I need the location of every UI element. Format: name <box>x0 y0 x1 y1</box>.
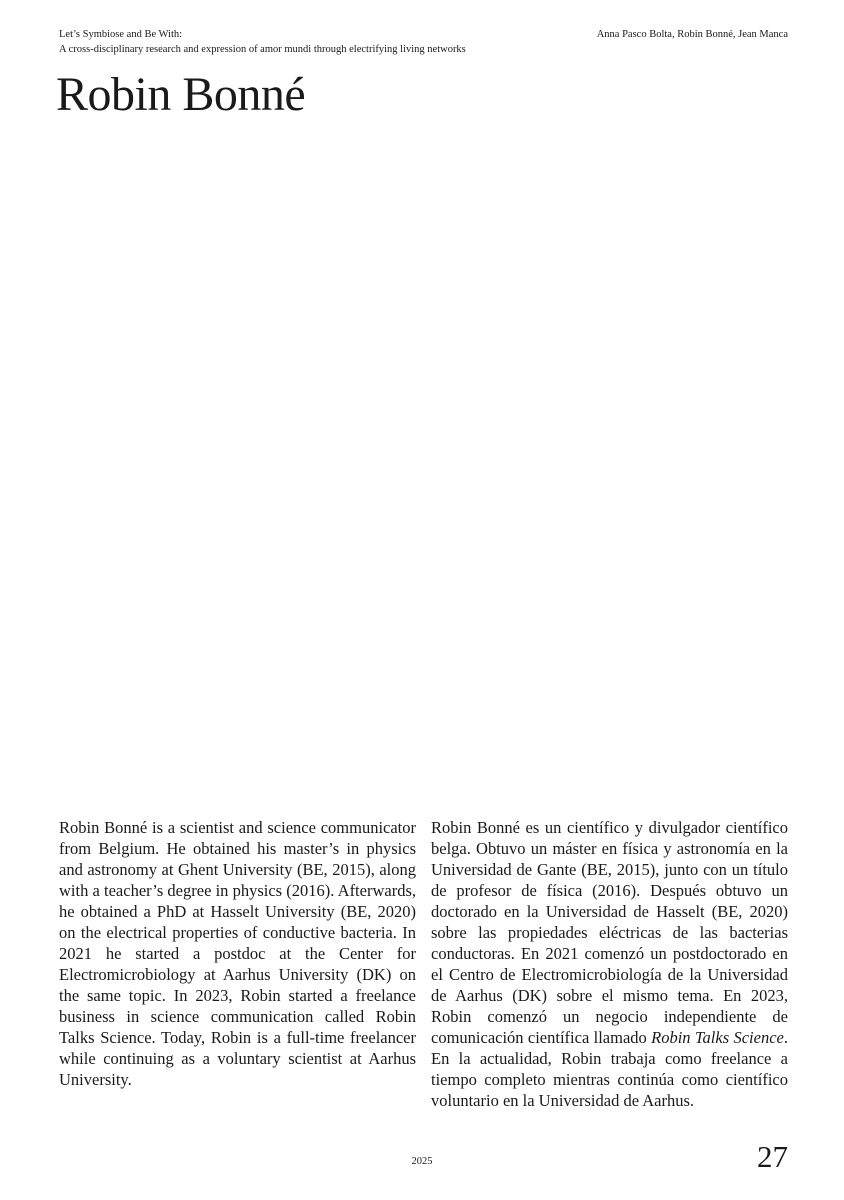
bio-paragraph-english: Robin Bonné is a scientist and science communicator from Belgium. He obtained his master’s in physics and astronomy at Ghent University (BE, 2015), along with a teacher’s degree in physics (2016). Afterwards, he obtained a PhD at Hasselt University (BE, 2020) on the electrical properties of conductive bacteria. In 2021 he started a postdoc at the Center for Electromicrobiology at Aarhus University (DK) on the same topic. In 2023, Robin started a freelance business in science communication called Robin Talks Science. Today, Robin is a full-time freelancer while continuing as a voluntary scientist at Aarhus University. <box>59 818 416 1089</box>
bio-columns <box>59 817 788 1111</box>
footer-year: 2025 <box>411 1156 433 1167</box>
bio-spanish-text-start: Robin Bonné es un científico y divulgador científico belga. Obtuvo un máster en física y astronomía en la Universidad de Gante (BE, 2015), junto con un título de profesor de física (2016). Después obtuvo un doctorado en la Universidad de Hasselt (BE, 2020) sobre las propiedades eléctricas de las bacterias conductoras. En 2021 comenzó un postdoctorado en el Centro de Electromicrobiología de la Universidad de Aarhus (DK) sobre el mismo tema. En 2023, Robin comenzó un negocio independiente de comunicación científica llamado <box>431 818 788 1047</box>
bio-spanish-text-end: . En la actualidad, Robin trabaja como freelance a tiempo completo mientras continúa como científico voluntario en la Universidad de Aarhus. <box>431 1028 788 1110</box>
publication-title-block <box>59 28 466 57</box>
running-head <box>59 28 788 57</box>
authors-line: Anna Pasco Bolta, Robin Bonné, Jean Manca <box>596 29 788 40</box>
publication-title: Let’s Symbiose and Be With: <box>59 29 183 40</box>
chapter-title: Robin Bonné <box>56 68 306 121</box>
page-number: 27 <box>757 1139 788 1174</box>
bio-paragraph-spanish <box>431 817 788 1111</box>
publication-subtitle: A cross-disciplinary research and expression of amor mundi through electrifying living networks <box>59 43 466 55</box>
bio-spanish-italic-phrase: Robin Talks Science <box>651 1028 784 1047</box>
